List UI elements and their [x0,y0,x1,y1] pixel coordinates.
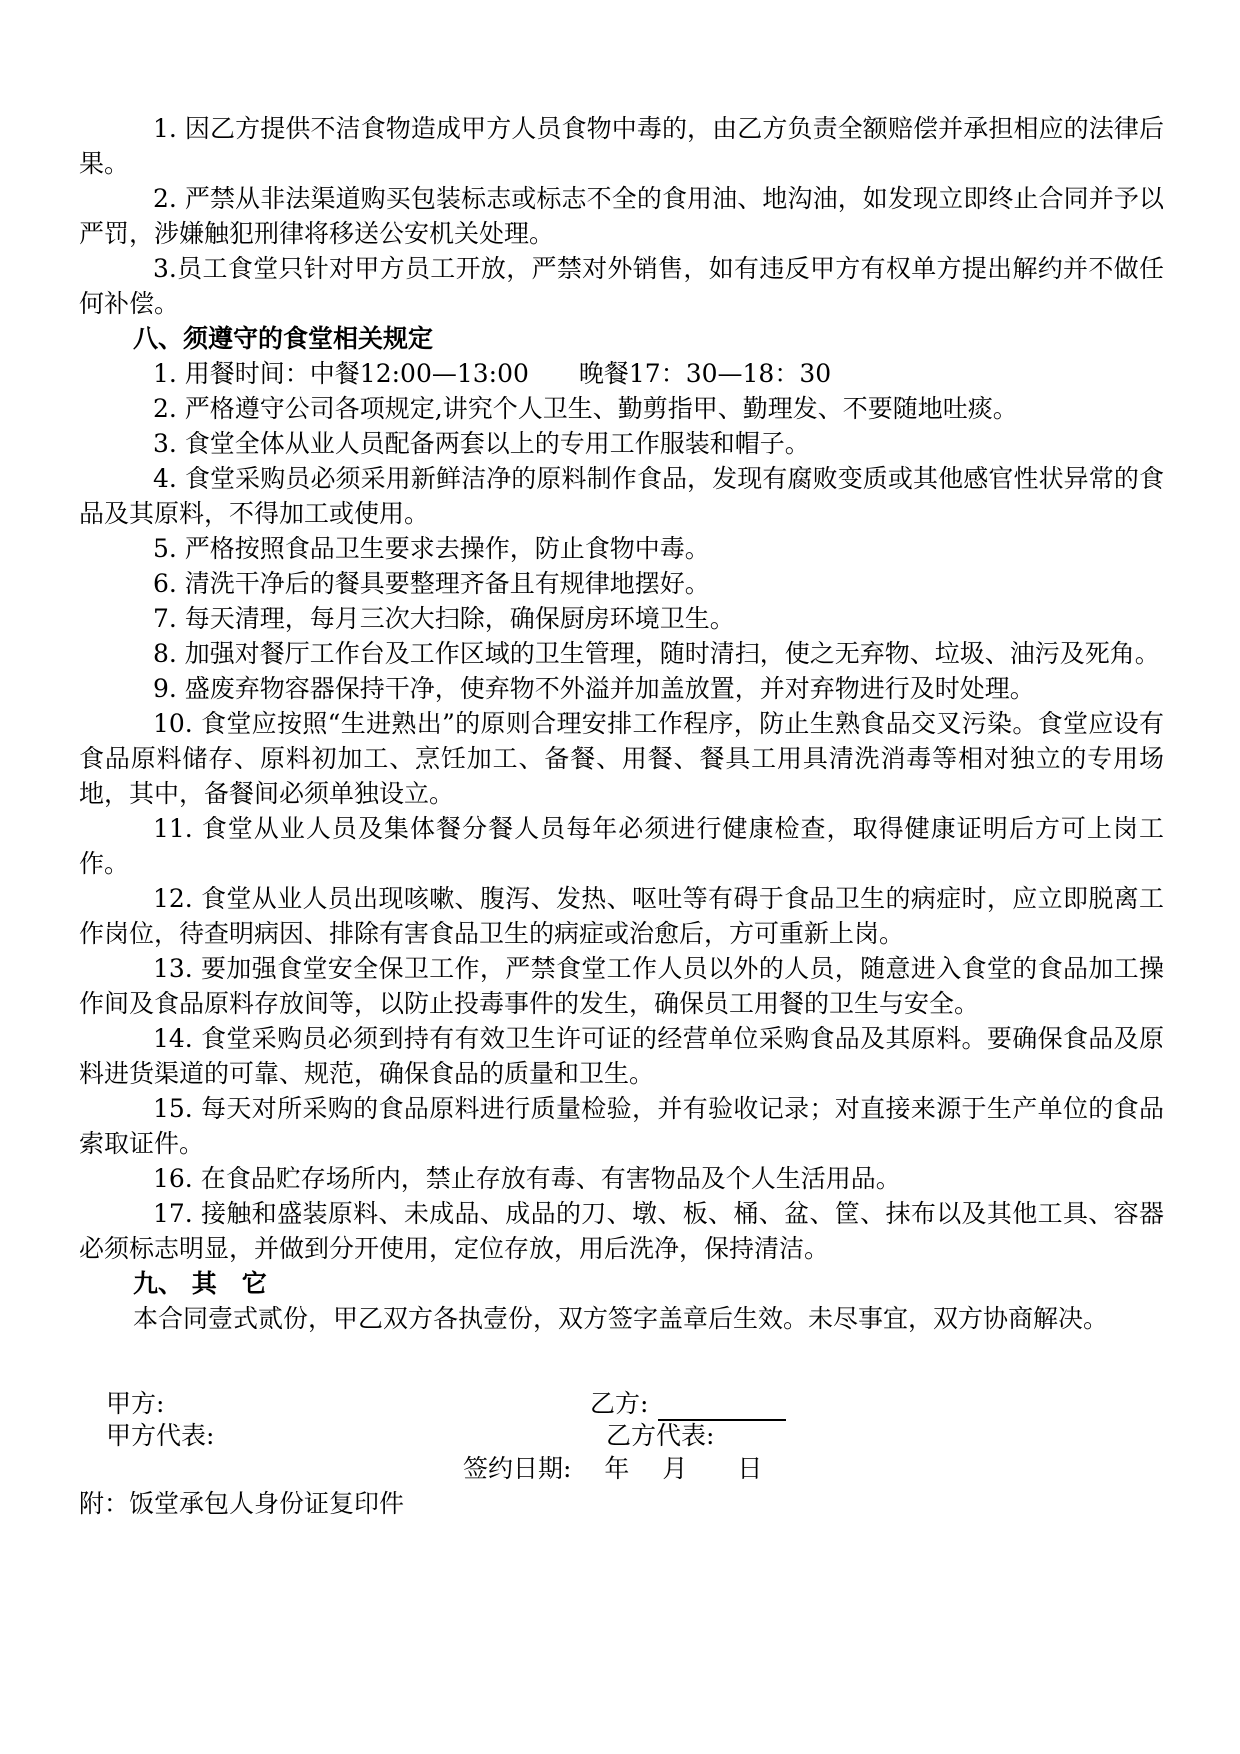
list-item: 2. 严禁从非法渠道购买包装标志或标志不全的食用油、地沟油，如发现立即终止合同并予以严罚，涉嫌触犯刑律将移送公安机关处理。 [79,184,1164,248]
list-item: 3.员工食堂只针对甲方员工开放，严禁对外销售，如有违反甲方有权单方提出解约并不做任何补偿。 [79,254,1164,318]
party-b-signature-line [658,1393,786,1421]
list-item: 3. 食堂全体从业人员配备两套以上的专用工作服装和帽子。 [153,429,810,458]
list-item: 9. 盛废弃物容器保持干净，使弃物不外溢并加盖放置，并对弃物进行及时处理。 [153,674,1035,703]
list-item: 10. 食堂应按照“生进熟出”的原则合理安排工作程序，防止生熟食品交叉污染。食堂应设有食品原料储存、原料初加工、烹饪加工、备餐、用餐、餐具工用具清洗消毒等相对独立的专用场地，其中，备餐间必须单独设立。 [79,709,1164,808]
items-top-list [79,111,1164,1336]
party-a-rep-label: 甲方代表: [106,1421,215,1450]
list-item: 13. 要加强食堂安全保卫工作，严禁食堂工作人员以外的人员，随意进入食堂的食品加工操作间及食品原料存放间等，以防止投毒事件的发生，确保员工用餐的卫生与安全。 [79,954,1164,1018]
list-item: 17. 接触和盛装原料、未成品、成品的刀、墩、板、桶、盆、筐、抹布以及其他工具、容器必须标志明显，并做到分开使用，定位存放，用后洗净，保持清洁。 [79,1199,1164,1263]
list-item: 11. 食堂从业人员及集体餐分餐人员每年必须进行健康检查，取得健康证明后方可上岗工作。 [79,814,1164,878]
list-item: 7. 每天清理，每月三次大扫除，确保厨房环境卫生。 [153,604,735,633]
party-b-rep-label: 乙方代表: [606,1421,715,1450]
list-item: 1. 用餐时间：中餐12:00—13:00 晚餐17：30—18：30 [153,359,832,388]
list-item: 15. 每天对所采购的食品原料进行质量检验，并有验收记录；对直接来源于生产单位的食品索取证件。 [79,1094,1164,1158]
section-8-title: 八、须遵守的食堂相关规定 [133,324,434,353]
party-b-field [590,1386,786,1421]
list-item: 4. 食堂采购员必须采用新鲜洁净的原料制作食品，发现有腐败变质或其他感官性状异常的食品及其原料，不得加工或使用。 [79,464,1164,528]
party-b-label: 乙方: [590,1389,649,1418]
list-item: 6. 清洗干净后的餐具要整理齐备且有规律地摆好。 [153,569,710,598]
appendix-note: 附：饭堂承包人身份证复印件 [79,1489,405,1518]
list-item: 5. 严格按照食品卫生要求去操作，防止食物中毒。 [153,534,710,563]
signing-date: 签约日期: 年 月 日 [463,1454,763,1483]
list-item: 14. 食堂采购员必须到持有有效卫生许可证的经营单位采购食品及其原料。要确保食品及原料进货渠道的可靠、规范，确保食品的质量和卫生。 [79,1024,1164,1088]
list-item: 1. 因乙方提供不洁食物造成甲方人员食物中毒的，由乙方负责全额赔偿并承担相应的法律后果。 [79,114,1164,178]
list-item: 8. 加强对餐厅工作台及工作区域的卫生管理，随时清扫，使之无弃物、垃圾、油污及死角。 [153,639,1160,668]
party-a-label: 甲方: [106,1389,165,1418]
section-9-title: 九、 其 它 [133,1269,267,1298]
list-item: 12. 食堂从业人员出现咳嗽、腹泻、发热、呕吐等有碍于食品卫生的病症时，应立即脱离工作岗位，待查明病因、排除有害食品卫生的病症或治愈后，方可重新上岗。 [79,884,1164,948]
list-item: 16. 在食品贮存场所内，禁止存放有毒、有害物品及个人生活用品。 [153,1164,901,1193]
section-9-text: 本合同壹式贰份，甲乙双方各执壹份，双方签字盖章后生效。未尽事宜，双方协商解决。 [133,1304,1109,1333]
list-item: 2. 严格遵守公司各项规定,讲究个人卫生、勤剪指甲、勤理发、不要随地吐痰。 [153,394,1018,423]
